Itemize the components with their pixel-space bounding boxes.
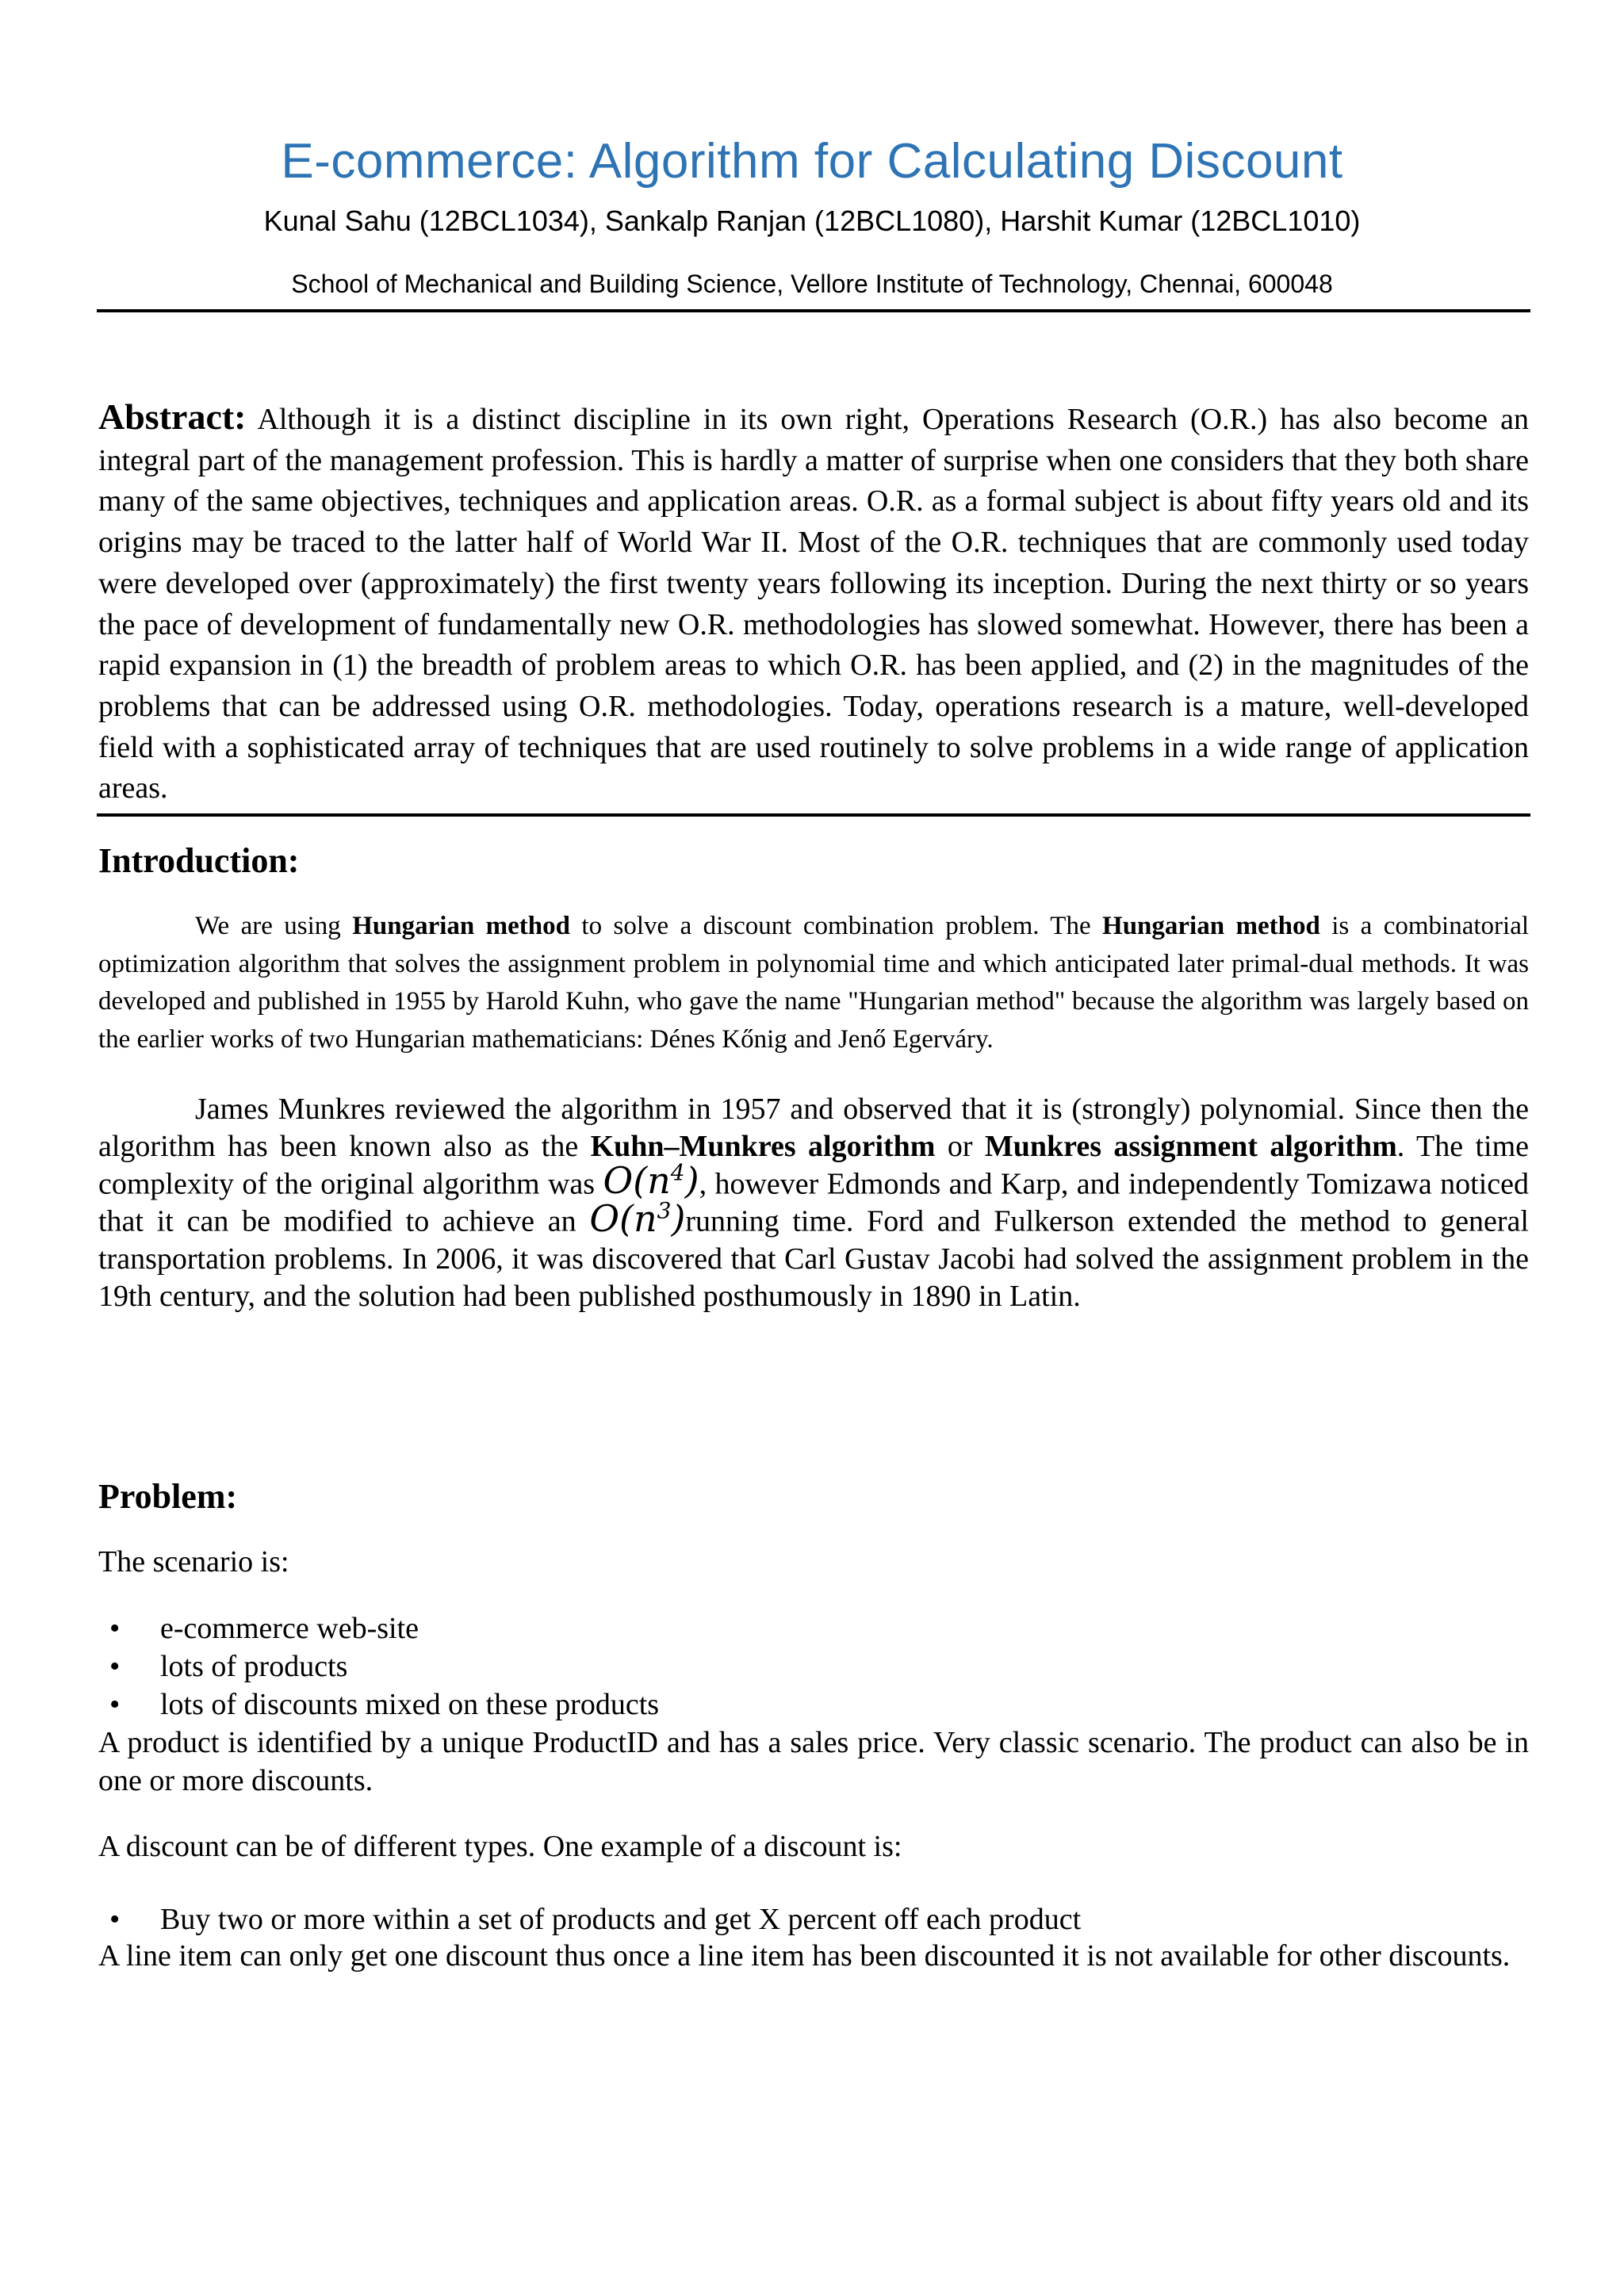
math-exponent: 4 bbox=[670, 1160, 685, 1186]
affiliation: School of Mechanical and Building Science, Vellore Institute of Technology, Chennai, 600048 bbox=[291, 270, 1333, 298]
list-item: • lots of products bbox=[98, 1647, 1529, 1686]
abstract-text: Although it is a distinct discipline in its own right, Operations Research (O.R.) has also become an integral part of the management profession. This is hardly a matter of surprise when one considers that they both share many of the same objectives, techniques and application areas. O.R. as a formal subject is about fifty years old and its origins may be traced to the latter half of World War II. Most of the O.R. techniques that are commonly used today were developed over (approximately) the first twenty years following its inception. During the next thirty or so years the pace of development of fundamentally new O.R. methodologies has slowed somewhat. However, there has been a rapid expansion in (1) the breadth of problem areas to which O.R. has been applied, and (2) in the magnitudes of the problems that can be addressed using O.R. methodologies. Today, operations research is a mature, well-developed field with a sophisticated array of techniques that are used routinely to solve problems in a wide range of application areas. bbox=[98, 403, 1529, 806]
paper-title: E-commerce: Algorithm for Calculating Discount bbox=[281, 134, 1343, 189]
math-base: O(n bbox=[603, 1159, 671, 1203]
author-list: Kunal Sahu (12BCL1034), Sankalp Ranjan (12BCL1080), Harshit Kumar (12BCL1010) bbox=[263, 205, 1361, 237]
text-run: running time. Ford and Fulkerson extended the method to general transportation problems. In 2006, it was discovered that Carl Gustav Jacobi had solved the assignment problem in the 19th century, and the solution had been published posthumously in 1890 in Latin. bbox=[98, 1204, 1529, 1313]
complexity-n3 bbox=[589, 1197, 685, 1240]
problem-heading: Problem: bbox=[98, 1477, 238, 1516]
abstract-rule bbox=[97, 813, 1530, 817]
problem-paragraph-3: A line item can only get one discount thus once a line item has been discounted it is not available for other discounts. bbox=[98, 1939, 1511, 1973]
term-hungarian-method: Hungarian method bbox=[352, 912, 570, 940]
list-item: • lots of discounts mixed on these products bbox=[98, 1686, 1529, 1724]
term-munkres-assignment: Munkres assignment algorithm bbox=[984, 1130, 1397, 1163]
problem-intro: The scenario is: bbox=[98, 1545, 289, 1578]
abstract bbox=[98, 396, 1529, 809]
problem-paragraph-2: A discount can be of different types. One example of a discount is: bbox=[98, 1830, 902, 1863]
math-exponent: 3 bbox=[657, 1197, 672, 1224]
list-item: • Buy two or more within a set of products and get X percent off each product bbox=[98, 1900, 1529, 1938]
introduction-heading: Introduction: bbox=[98, 841, 300, 880]
abstract-label: Abstract: bbox=[98, 396, 247, 437]
math-close: ) bbox=[684, 1159, 699, 1203]
text-run: , however Edmonds and Karp, and independently Tomizawa noticed that it can be modified to achieve an bbox=[98, 1167, 1529, 1238]
text-run: or bbox=[935, 1130, 985, 1163]
term-hungarian-method: Hungarian method bbox=[1102, 912, 1320, 940]
problem-paragraph-1: A product is identified by a unique ProductID and has a sales price. Very classic scenario. The product can also be in one or more discounts. bbox=[98, 1726, 1529, 1797]
math-base: O(n bbox=[589, 1196, 657, 1240]
discount-example-list bbox=[98, 1900, 1529, 1938]
text-run: is a combinatorial optimization algorithm that solves the assignment problem in polynomial time and which anticipated later primal-dual methods. It was developed and published in 1955 by Harold Kuhn, who gave the name "Hungarian method" because the algorithm was largely based on the earlier works of two Hungarian mathematicians: Dénes Kőnig and Jenő Egerváry. bbox=[98, 912, 1530, 1054]
complexity-n4 bbox=[603, 1159, 699, 1202]
text-run: We are using bbox=[195, 912, 353, 940]
scenario-list bbox=[98, 1609, 1529, 1724]
math-close: ) bbox=[671, 1196, 686, 1240]
text-run: James Munkres reviewed the algorithm in 1957 and observed that it is (strongly) polynomial. Since then the algorithm has been known also as the bbox=[98, 1093, 1529, 1163]
text-run: . The time complexity of the original algorithm was bbox=[98, 1130, 1530, 1201]
list-item: • e-commerce web-site bbox=[98, 1609, 1529, 1647]
introduction-paragraph-1 bbox=[98, 908, 1529, 1058]
introduction-paragraph-2 bbox=[98, 1091, 1529, 1315]
term-kuhn-munkres: Kuhn–Munkres algorithm bbox=[590, 1130, 936, 1163]
header-rule bbox=[97, 309, 1530, 312]
text-run: to solve a discount combination problem. The bbox=[570, 912, 1103, 940]
